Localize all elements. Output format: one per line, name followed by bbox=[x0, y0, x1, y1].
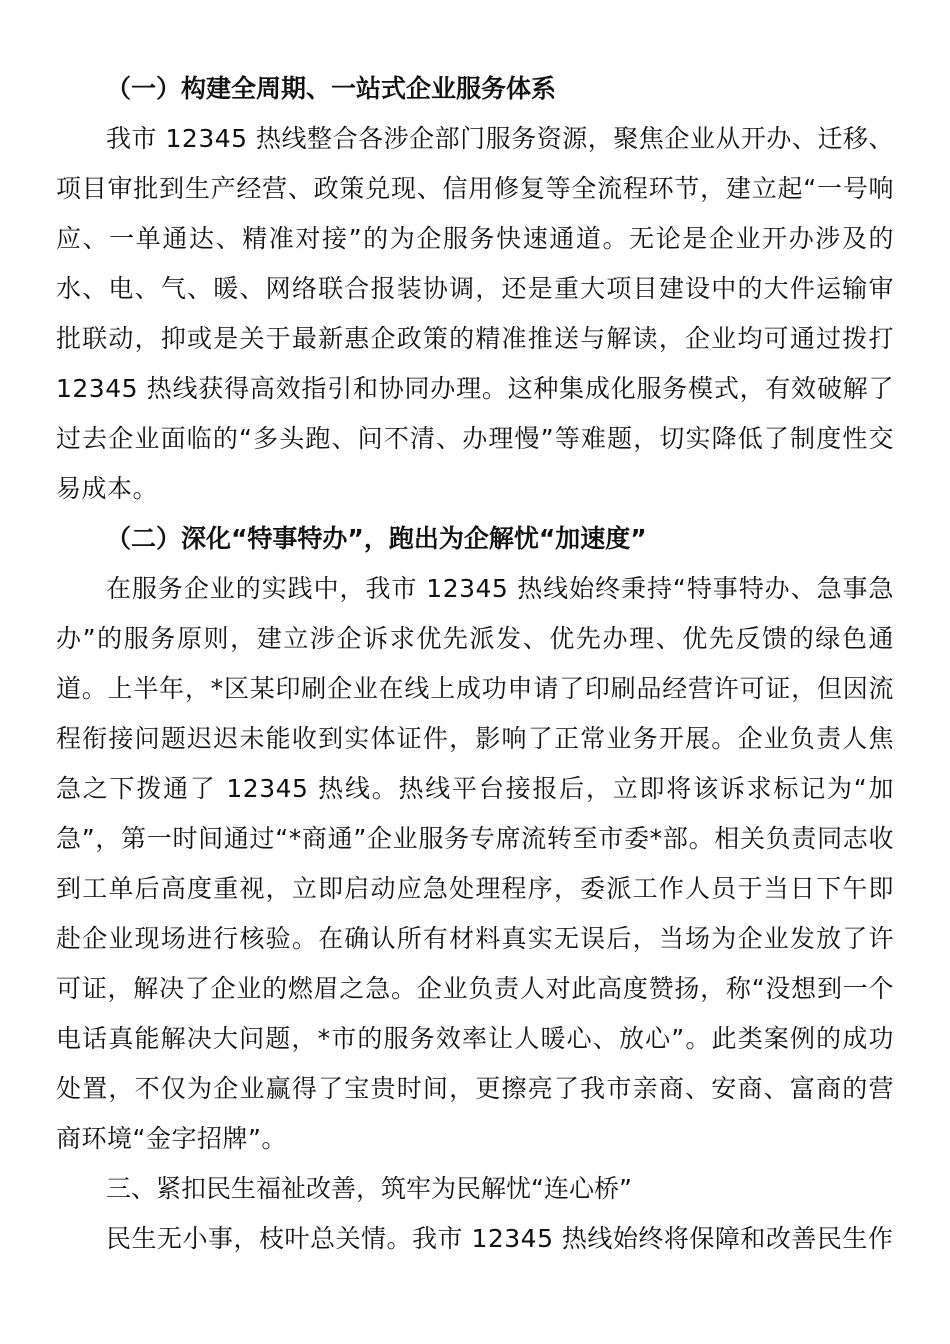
section-1-heading: （一）构建全周期、一站式企业服务体系 bbox=[106, 74, 557, 103]
document-page bbox=[56, 64, 894, 1264]
section-3-heading: 三、紧扣民生福祉改善，筑牢为民解忧“连心桥” bbox=[106, 1174, 632, 1203]
section-3-paragraph: 民生无小事，枝叶总关情。我市 12345 热线始终将保障和改善民生作 bbox=[106, 1224, 894, 1253]
section-2-paragraph: 在服务企业的实践中，我市 12345 热线始终秉持“特事特办、急事急办”的服务原则，建立涉企诉求优先派发、优先办理、优先反馈的绿色通道。上半年，*区某印刷企业在线上成功申请了印刷品经营许可证，但因流程衔接问题迟迟未能收到实体证件，影响了正常业务开展。企业负责人焦急之下拨通了 12345 热线。热线平台接报后，立即将该诉求标记为“加急”，第一时间通过“*商通”企业服务专席流转至市委*部。相关负责同志收到工单后高度重视，立即启动应急处理程序，委派工作人员于当日下午即赴企业现场进行核验。在确认所有材料真实无误后，当场为企业发放了许可证，解决了企业的燃眉之急。企业负责人对此高度赞扬，称“没想到一个电话真能解决大问题，*市的服务效率让人暖心、放心”。此类案例的成功处置，不仅为企业赢得了宝贵时间，更擦亮了我市亲商、安商、富商的营商环境“金字招牌”。 bbox=[56, 574, 894, 1153]
section-2-heading: （二）深化“特事特办”，跑出为企解忧“加速度” bbox=[106, 524, 647, 553]
section-1-paragraph: 我市 12345 热线整合各涉企部门服务资源，聚焦企业从开办、迁移、项目审批到生产经营、政策兑现、信用修复等全流程环节，建立起“一号响应、一单通达、精准对接”的为企服务快速通道。无论是企业开办涉及的水、电、气、暖、网络联合报装协调，还是重大项目建设中的大件运输审批联动，抑或是关于最新惠企政策的精准推送与解读，企业均可通过拨打 12345 热线获得高效指引和协同办理。这种集成化服务模式，有效破解了过去企业面临的“多头跑、问不清、办理慢”等难题，切实降低了制度性交易成本。 bbox=[56, 124, 894, 503]
